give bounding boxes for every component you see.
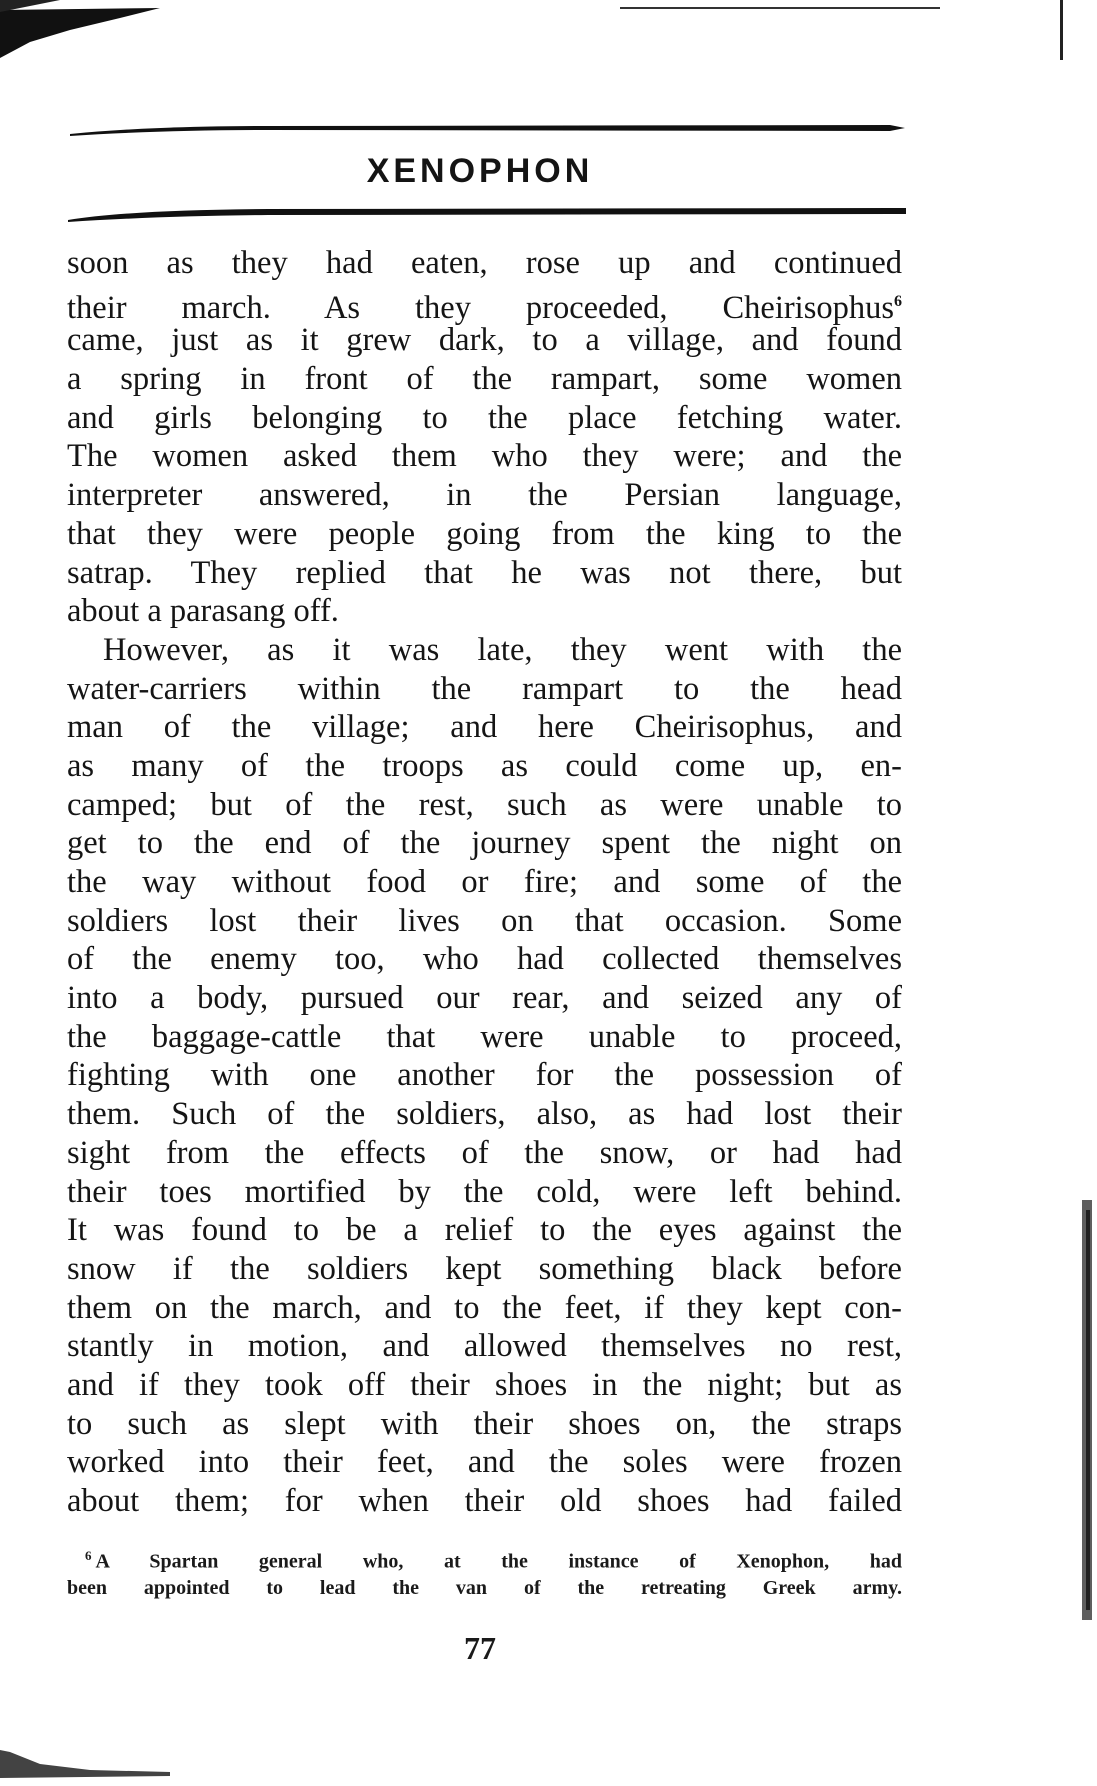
text-line: sight from the effects of the snow, or had had — [67, 1134, 902, 1171]
text-line: man of the village; and here Cheirisophus, and — [67, 709, 902, 746]
text-line: and if they took off their shoes in the night; but as — [67, 1366, 902, 1403]
text-line: It was found to be a relief to the eyes against the — [67, 1212, 902, 1249]
scan-line-top — [620, 4, 940, 14]
text-line: satrap. They replied that he was not there, but — [67, 554, 902, 591]
scan-edge-right — [1060, 0, 1097, 1786]
text-line: snow if the soldiers kept something black before — [67, 1250, 902, 1287]
text-line: to such as slept with their shoes on, the straps — [67, 1405, 902, 1442]
text-line: camped; but of the rest, such as were unable to — [67, 786, 902, 823]
scan-smudge-top-left — [0, 0, 190, 80]
text-line: into a body, pursued our rear, and seized any of — [67, 980, 902, 1017]
scan-smudge-bottom-left — [0, 1730, 180, 1786]
text-line: their toes mortified by the cold, were left behind. — [67, 1173, 902, 1210]
header-rule-top — [70, 122, 905, 136]
text-line: soldiers lost their lives on that occasion. Some — [67, 902, 902, 939]
text-line: soon as they had eaten, rose up and continued — [67, 245, 902, 281]
text-line: came, just as it grew dark, to a village, and found — [67, 322, 902, 359]
text-line: about a parasang off. — [67, 593, 339, 630]
text-line: worked into their feet, and the soles were frozen — [67, 1444, 902, 1481]
footnote — [67, 1543, 902, 1601]
text-line: them on the march, and to the feet, if they kept con- — [67, 1289, 902, 1326]
footnote-marker: 6 — [85, 1548, 92, 1563]
text-line: interpreter answered, in the Persian language, — [67, 477, 902, 514]
text-line: as many of the troops as could come up, en- — [67, 747, 902, 784]
text-line: get to the end of the journey spent the night on — [67, 825, 902, 862]
text-line: the baggage-cattle that were unable to proceed, — [67, 1018, 902, 1055]
text-line: that they were people going from the king to the — [67, 515, 902, 552]
text-line: fighting with one another for the possession of — [67, 1057, 902, 1094]
text-line: stantly in motion, and allowed themselves no rest, — [67, 1328, 902, 1365]
page-number: 77 — [464, 1630, 496, 1666]
footnote-reference: 6 — [894, 292, 902, 310]
footnote-line: been appointed to lead the van of the retreating Greek army. — [67, 1576, 902, 1599]
text-line: their march. As they proceeded, Cheirisophus$^6$ — [67, 289, 902, 326]
text-line: The women asked them who they were; and the — [67, 438, 902, 475]
body-text — [67, 244, 902, 1521]
text-line: However, as it was late, they went with the — [103, 631, 902, 668]
text-line: and girls belonging to the place fetching water. — [67, 399, 902, 436]
text-line: the way without food or fire; and some of the — [67, 864, 902, 900]
text-line: a spring in front of the rampart, some women — [67, 361, 902, 398]
running-head: XENOPHON — [366, 152, 594, 190]
text-line: about them; for when their old shoes had failed — [67, 1483, 902, 1519]
header-rule-bottom — [68, 206, 906, 222]
text-line: of the enemy too, who had collected themselves — [67, 941, 902, 978]
footnote-line: $^6$ A Spartan general who, at the instance of Xenophon, had — [85, 1548, 902, 1573]
text-line: them. Such of the soldiers, also, as had lost their — [67, 1096, 902, 1133]
text-line: water-carriers within the rampart to the head — [67, 670, 902, 707]
